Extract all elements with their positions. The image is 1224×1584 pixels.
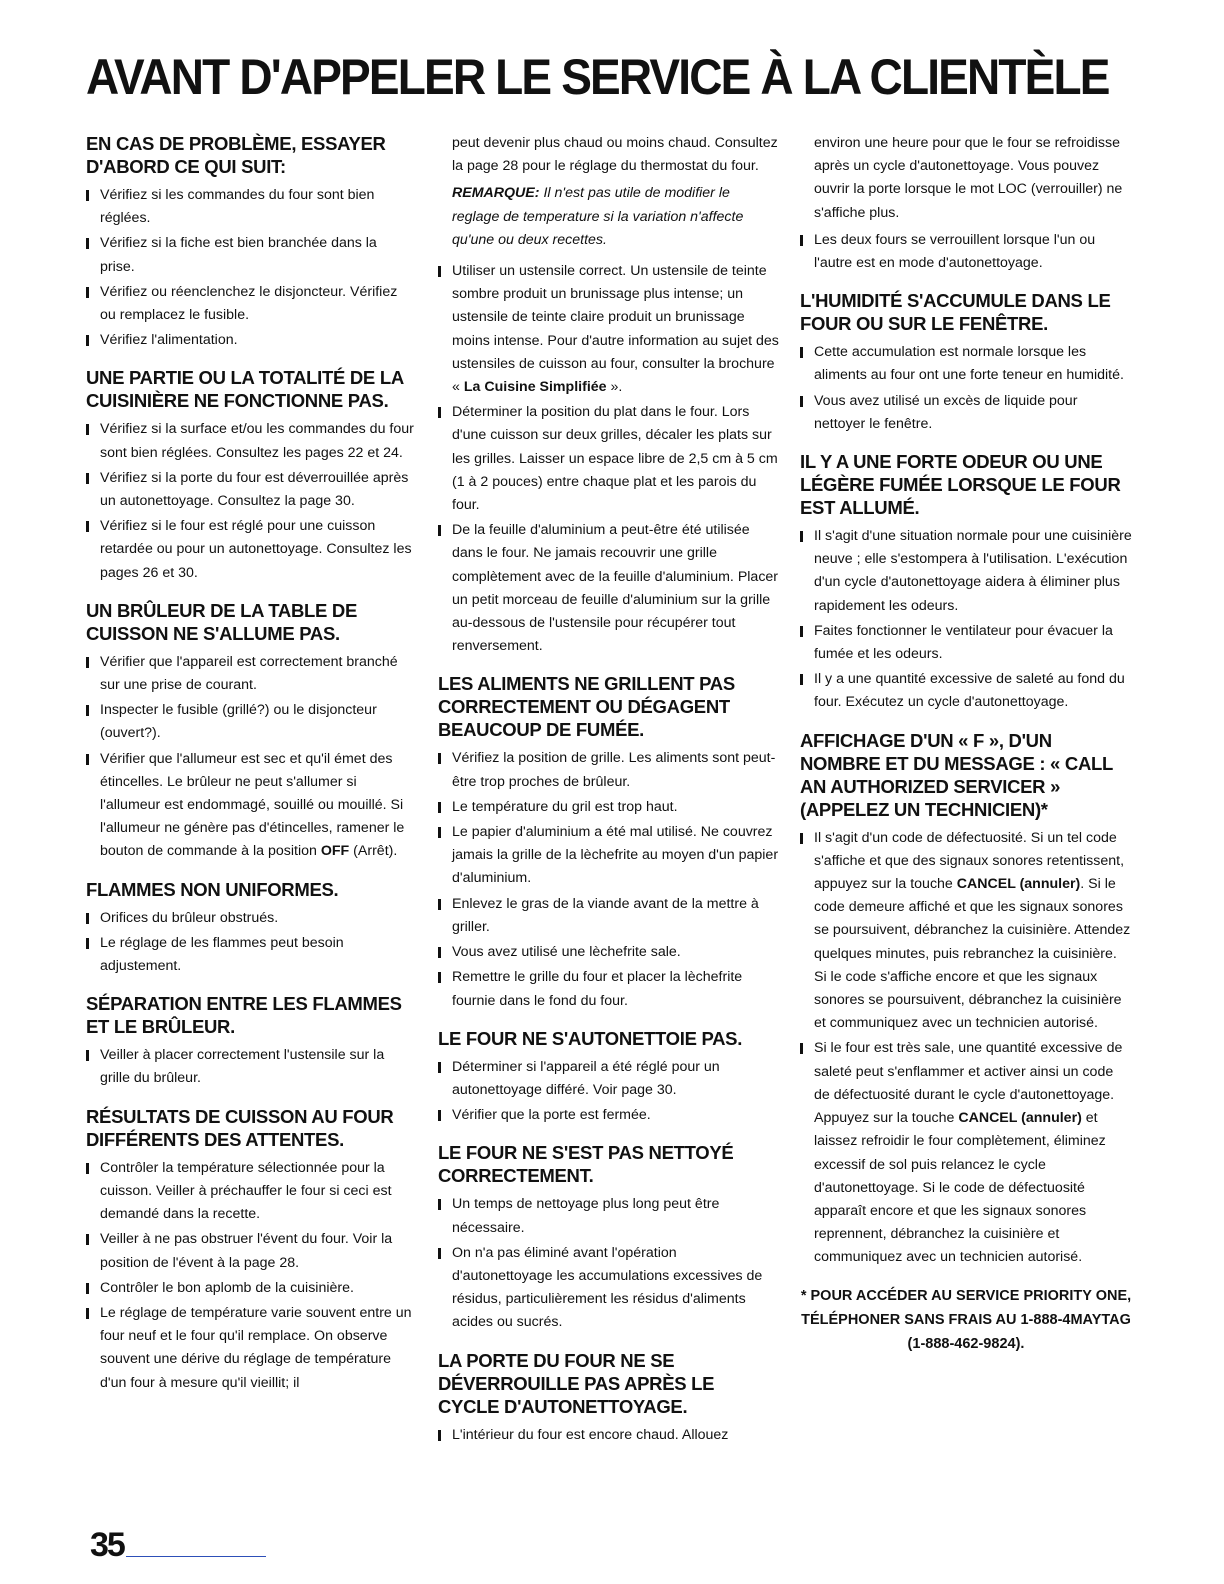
list-item: Un temps de nettoyage plus long peut être nécessaire. — [438, 1193, 780, 1239]
section-door-locked — [438, 1349, 780, 1447]
item-text: ». — [606, 379, 623, 396]
list-item: Vous avez utilisé un excès de liquide pour nettoyer le fenêtre. — [800, 390, 1132, 436]
footnote-line: * POUR ACCÉDER AU SERVICE PRIORITY ONE, — [800, 1287, 1132, 1304]
section-baking-results — [86, 1105, 414, 1395]
note — [452, 182, 780, 252]
list-item: Vérifiez si le four est réglé pour une cuisson retardée ou pour un autonettoyage. Consultez les pages 26 et 30. — [86, 515, 414, 585]
section-heading: AFFICHAGE D'UN « F », D'UN NOMBRE ET DU MESSAGE : « CALL AN AUTHORIZED SERVICER » (APPELEZ UN TECHNICIEN)* — [800, 729, 1113, 820]
section-baking-results-cont — [438, 132, 780, 658]
list-item: On n'a pas éliminé avant l'opération d'autonettoyage les accumulations excessives de résidus, particulièrement les résidus d'aliments acides ou sucrés. — [438, 1242, 780, 1335]
section-heading: UNE PARTIE OU LA TOTALITÉ DE LA CUISINIÈRE NE FONCTIONNE PAS. — [86, 367, 404, 412]
item-text: et laissez refroidir le four complètement, éliminez excessif de sol puis relancez le cycle d'autonettoyage. Si le code de défectuosité apparaît encore et que les signaux sonores reprennent, débranchez la cuisinière et communiquez avec un technicien autorisé. — [814, 1110, 1106, 1266]
section-not-cleaned — [438, 1141, 780, 1334]
continued-text: environ une heure pour que le four se refroidisse après un cycle d'autonettoyage. Vous pouvez ouvrir la porte lorsque le mot LOC (verrouiller) ne s'affiche plus. — [814, 135, 1123, 221]
section-broiling — [438, 672, 780, 1012]
section-heading: UN BRÛLEUR DE LA TABLE DE CUISSON NE S'ALLUME PAS. — [86, 599, 358, 644]
section-heading: RÉSULTATS DE CUISSON AU FOUR DIFFÉRENTS DES ATTENTES. — [86, 1105, 394, 1150]
list-item: Veiller à ne pas obstruer l'évent du four. Voir la position de l'évent à la page 28. — [86, 1228, 414, 1274]
section-flame-separation — [86, 992, 414, 1090]
footer-rule — [126, 1556, 266, 1557]
list-item: Le température du gril est trop haut. — [438, 796, 780, 819]
footnote-line: TÉLÉPHONER SANS FRAIS AU 1-888-4MAYTAG — [801, 1311, 1131, 1328]
continued-text: peut devenir plus chaud ou moins chaud. Consultez la page 28 pour le réglage du thermostat du four. — [452, 135, 778, 175]
section-heading: LE FOUR NE S'EST PAS NETTOYÉ CORRECTEMENT. — [438, 1142, 734, 1187]
section-moisture — [800, 289, 1132, 436]
list-item — [800, 827, 1132, 1036]
list-item: Les deux fours se verrouillent lorsque l'un ou l'autre est en mode d'autonettoyage. — [800, 229, 1132, 275]
list-item: Le papier d'aluminium a été mal utilisé. Ne couvrez jamais la grille de la lèchefrite au moyen d'un papier d'aluminium. — [438, 821, 780, 891]
list-item: Le réglage de température varie souvent entre un four neuf et le four qu'il remplace. On observe souvent une dérive du réglage de température d'un four à mesure qu'il vieillit; il — [86, 1302, 414, 1395]
list-item: Contrôler la température sélectionnée pour la cuisson. Veiller à préchauffer le four si ceci est demandé dans la recette. — [86, 1157, 414, 1227]
list-item: Vérifiez ou réenclenchez le disjoncteur. Vérifiez ou remplacez le fusible. — [86, 281, 414, 327]
note-text: Il n'est pas utile de modifier le reglage de temperature si la variation n'affecte qu'une ou deux recettes. — [452, 185, 744, 248]
section-heading: L'HUMIDITÉ S'ACCUMULE DANS LE FOUR OU SUR LE FENÊTRE. — [800, 290, 1111, 335]
column-3 — [800, 132, 1132, 1356]
list-item: Vérifier que l'appareil est correctement branché sur une prise de courant. — [86, 651, 414, 697]
list-item: Faites fonctionner le ventilateur pour évacuer la fumée et les odeurs. — [800, 620, 1132, 666]
section-no-self-clean — [438, 1027, 780, 1128]
list-item: Vérifiez la position de grille. Les aliments sont peut-être trop proches de brûleur. — [438, 747, 780, 793]
off-label: OFF — [320, 843, 350, 860]
item-text: . Si le code demeure affiché et que les signaux sonores se poursuivent, débranchez la cuisinière. Attendez quelques minutes, puis rebranchez la cuisinière. Si le code s'affiche encore et que les signaux sonores se poursuivent, débranchez la cuisinière et communiquez avec un technicien autorisé. — [814, 876, 1131, 1032]
section-uneven-flames — [86, 878, 414, 979]
section-heading: FLAMMES NON UNIFORMES. — [86, 878, 339, 900]
column-2 — [438, 132, 780, 1461]
list-item: Orifices du brûleur obstrués. — [86, 907, 414, 930]
list-item: Il s'agit d'une situation normale pour une cuisinière neuve ; elle s'estompera à l'utilisation. L'exécution d'un cycle d'autonettoyage aidera à éliminer plus rapidement les odeurs. — [800, 525, 1132, 618]
section-heading: LE FOUR NE S'AUTONETTOIE PAS. — [438, 1027, 743, 1049]
page-number: 35 — [90, 1526, 124, 1564]
section-first-steps — [86, 132, 414, 352]
item-text: Il s'agit d'un code de défectuosité. Si un tel code s'affiche et que des signaux sonores retentissent, appuyez sur la touche — [814, 829, 1125, 893]
list-item: Veiller à placer correctement l'ustensile sur la grille du brûleur. — [86, 1044, 414, 1090]
page-title: AVANT D'APPELER LE SERVICE À LA CLIENTÈLE — [86, 49, 1109, 105]
list-item: Le réglage de les flammes peut besoin adjustement. — [86, 932, 414, 978]
list-item: Remettre le grille du four et placer la lèchefrite fournie dans le fond du four. — [438, 966, 780, 1012]
section-heading: EN CAS DE PROBLÈME, ESSAYER D'ABORD CE QUI SUIT: — [86, 133, 386, 177]
list-item: Inspecter le fusible (grillé?) ou le disjoncteur (ouvert?). — [86, 699, 414, 745]
cancel-key-label: CANCEL (annuler) — [958, 1110, 1082, 1127]
list-item: Vérifier que la porte est fermée. — [438, 1104, 780, 1127]
column-1 — [86, 132, 414, 1409]
service-footnote — [800, 1284, 1132, 1356]
list-item: L'intérieur du four est encore chaud. Allouez — [438, 1424, 780, 1447]
list-item — [438, 260, 780, 399]
section-burner-not-lighting — [86, 599, 414, 864]
list-item: Vérifiez si la porte du four est déverrouillée après un autonettoyage. Consultez la page 30. — [86, 467, 414, 513]
item-text: Utiliser un ustensile correct. Un ustensile de teinte sombre produit un brunissage plus intense; un ustensile de teinte claire produit un brunissage moins intense. Pour d'autre information au sujet des ustensiles de cuisson au four, consulter la brochure « — [452, 263, 779, 396]
brochure-title: La Cuisine Simplifiée — [463, 379, 607, 396]
section-odor-smoke — [800, 450, 1132, 715]
footnote-line: (1-888-462-9824). — [907, 1335, 1025, 1352]
list-item — [800, 1037, 1132, 1269]
section-f-code — [800, 729, 1132, 1270]
list-item: Vous avez utilisé une lèchefrite sale. — [438, 941, 780, 964]
list-item: Enlevez le gras de la viande avant de la mettre à griller. — [438, 893, 780, 939]
list-item: De la feuille d'aluminium a peut-être été utilisée dans le four. Ne jamais recouvrir une grille complètement avec de la feuille d'aluminium. Placer un petit morceau de feuille d'aluminium sur la grille au-dessous de l'ustensile pour récupérer tout renversement. — [438, 519, 780, 658]
section-door-locked-cont — [800, 132, 1132, 275]
list-item: Déterminer la position du plat dans le four. Lors d'une cuisson sur deux grilles, décaler les plats sur les grilles. Laisser un espace libre de 2,5 cm à 5 cm (1 à 2 pouces) entre chaque plat et les parois du four. — [438, 401, 780, 517]
item-text: Vérifier que l'allumeur est sec et qu'il émet des étincelles. Le brûleur ne peut s'allumer si l'allumeur est endommagé, souillé ou mouillé. Si l'allumeur ne génère pas d'étincelles, ramener le bouton de commande à la position — [100, 750, 405, 860]
section-heading: SÉPARATION ENTRE LES FLAMMES ET LE BRÛLEUR. — [86, 993, 402, 1038]
list-item: Vérifiez l'alimentation. — [86, 329, 414, 352]
item-text: Si le four est très sale, une quantité excessive de saleté peut s'enflammer et activer ainsi un code de défectuosité durant le cycle d'autonettoyage. Appuyez sur la touche — [814, 1040, 1123, 1127]
section-heading: LES ALIMENTS NE GRILLENT PAS CORRECTEMENT OU DÉGAGENT BEAUCOUP DE FUMÉE. — [438, 673, 735, 741]
section-heading: IL Y A UNE FORTE ODEUR OU UNE LÉGÈRE FUMÉE LORSQUE LE FOUR EST ALLUMÉ. — [800, 451, 1121, 519]
list-item: Vérifiez si les commandes du four sont bien réglées. — [86, 184, 414, 230]
item-text: (Arrêt). — [349, 843, 398, 860]
list-item: Vérifiez si la surface et/ou les commandes du four sont bien réglées. Consultez les pages 22 et 24. — [86, 418, 414, 464]
section-range-not-working — [86, 366, 414, 584]
note-label: REMARQUE: — [452, 185, 540, 202]
section-heading: LA PORTE DU FOUR NE SE DÉVERROUILLE PAS APRÈS LE CYCLE D'AUTONETTOYAGE. — [438, 1349, 715, 1417]
list-item: Déterminer si l'appareil a été réglé pour un autonettoyage différé. Voir page 30. — [438, 1056, 780, 1102]
list-item: Contrôler le bon aplomb de la cuisinière. — [86, 1277, 414, 1300]
list-item: Il y a une quantité excessive de saleté au fond du four. Exécutez un cycle d'autonettoyage. — [800, 668, 1132, 714]
cancel-key-label: CANCEL (annuler) — [956, 876, 1081, 893]
list-item: Vérifiez si la fiche est bien branchée dans la prise. — [86, 232, 414, 278]
list-item — [86, 748, 414, 864]
list-item: Cette accumulation est normale lorsque les aliments au four ont une forte teneur en humidité. — [800, 341, 1132, 387]
